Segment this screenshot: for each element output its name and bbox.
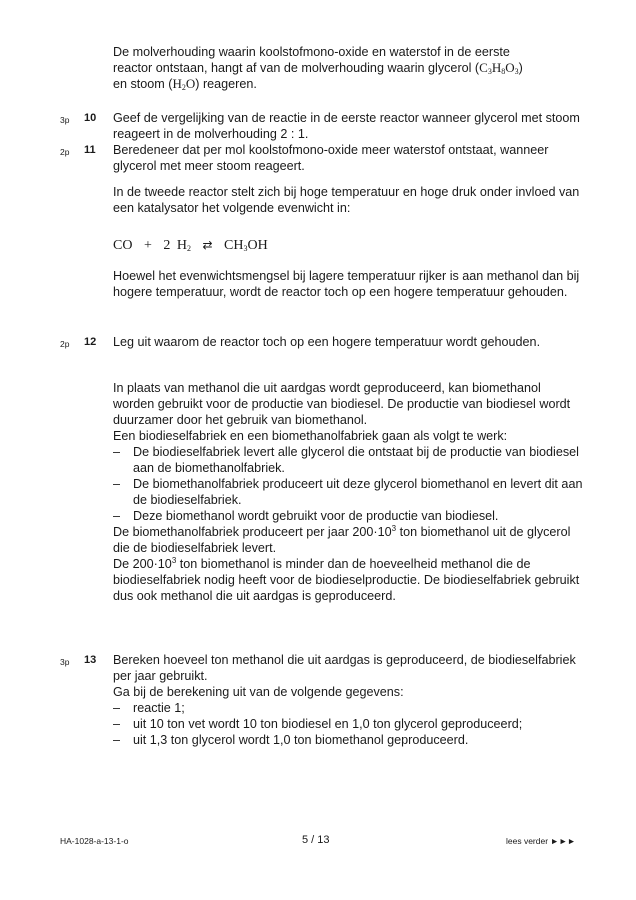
continue-label: lees verder ►►► xyxy=(506,836,576,846)
equilibrium-equation xyxy=(113,236,268,255)
list-item: – reactie 1; xyxy=(113,701,185,715)
points-label: 2p xyxy=(60,147,70,157)
intro-line-2: reactor ontstaan, hangt af van de molverhouding waarin glycerol ( xyxy=(113,61,480,75)
points-label: 3p xyxy=(60,657,70,667)
question-number: 12 xyxy=(84,336,97,348)
eq-methanol: $CH_3OH$ xyxy=(224,238,268,253)
question-number: 10 xyxy=(84,112,97,124)
biomethanol-section xyxy=(113,380,583,604)
question-number: 11 xyxy=(84,144,96,156)
question-text: Leg uit waarom de reactor toch op een hogere temperatuur wordt gehouden. xyxy=(113,335,541,349)
second-reactor-paragraph: In de tweede reactor stelt zich bij hoge temperatuur en hoge druk onder invloed van een katalysator het volgende evenwicht in: xyxy=(113,185,580,215)
production-paragraph: De biomethanolfabriek produceert per jaar $200\cdot 10^3$ ton biomethanol uit de glycerol die de biodieselfabriek levert. xyxy=(113,524,571,555)
question-text: Beredeneer dat per mol koolstofmono-oxide meer waterstof ontstaat, wanneer glycerol met meer stoom reageert. xyxy=(113,143,549,173)
points-label: 3p xyxy=(60,115,70,125)
intro-line-1: De molverhouding waarin koolstofmono-oxide en waterstof in de eerste xyxy=(113,45,510,59)
question-text: Geef de vergelijking van de reactie in de eerste reactor wanneer glycerol met stoom reageert in de molverhouding 2 : 1. xyxy=(113,111,580,141)
eq-plus: + xyxy=(143,238,152,253)
equilibrium-arrow: ⇄ xyxy=(202,238,213,252)
eq-co: CO xyxy=(113,238,133,253)
glycerol-formula: $C_3H_8O_3$ xyxy=(479,60,519,76)
temperature-paragraph: Hoewel het evenwichtsmengsel bij lagere temperatuur rijker is aan methanol dan bij hogere temperatuur, wordt de reactor toch op een hogere temperatuur gehouden. xyxy=(113,269,580,299)
question-text: Bereken hoeveel ton methanol die uit aardgas is geproduceerd, de biodieselfabriek per jaar gebruikt. Ga bij de berekening uit van de volgende gegevens: – reactie 1; – uit 10 ton vet wordt 10 ton biodiesel en 1,0 ton glycerol geproduceerd; – uit 1,3 ton glycerol wordt 1,0 ton biomethanol geproduceerd. xyxy=(113,652,583,748)
intro-paragraph: De molverhouding waarin koolstofmono-oxide en waterstof in de eerste reactor ontstaan, hangt af van de molverhouding waarin glycerol $(C_3H_8O_3)$ en stoom $(H_2O)$ reageren. xyxy=(113,45,523,92)
list-item: – De biomethanolfabriek produceert uit deze glycerol biomethanol en levert dit aan de biodieselfabriek. xyxy=(113,477,583,507)
given-intro: Ga bij de berekening uit van de volgende gegevens: xyxy=(113,685,404,699)
exam-code: HA-1028-a-13-1-o xyxy=(60,836,129,846)
eq-coefficient: 2 xyxy=(163,238,171,253)
list-item: – uit 1,3 ton glycerol wordt 1,0 ton biomethanol geproduceerd. xyxy=(113,733,469,747)
list-item: – De biodieselfabriek levert alle glycerol die ontstaat bij de productie van biodiesel aan de biomethanolfabriek. xyxy=(113,445,579,475)
list-item: – Deze biomethanol wordt gebruikt voor de productie van biodiesel. xyxy=(113,509,499,523)
points-label: 2p xyxy=(60,339,70,349)
page-number: 5 / 13 xyxy=(302,834,330,846)
shortage-paragraph: De $200\cdot 10^3$ ton biomethanol is minder dan de hoeveelheid methanol die de biodieselfabriek nodig heeft voor de biodieselproductie. De biodieselfabriek gebruikt dus ook methanol die uit aardgas is geproduceerd. xyxy=(113,556,580,603)
factories-intro: Een biodieselfabriek en een biomethanolfabriek gaan als volgt te werk: xyxy=(113,429,508,443)
water-formula: $H_2O$ xyxy=(172,76,196,92)
eq-h2: $H_2$ xyxy=(176,238,191,253)
list-item: – uit 10 ton vet wordt 10 ton biodiesel en 1,0 ton glycerol geproduceerd; xyxy=(113,717,523,731)
biomethanol-intro: In plaats van methanol die uit aardgas wordt geproduceerd, kan biomethanol worden gebruikt voor de productie van biodiesel. De productie van biodiesel wordt duurzamer door het gebruik van biomethanol. xyxy=(113,381,571,427)
question-number: 13 xyxy=(84,654,97,666)
